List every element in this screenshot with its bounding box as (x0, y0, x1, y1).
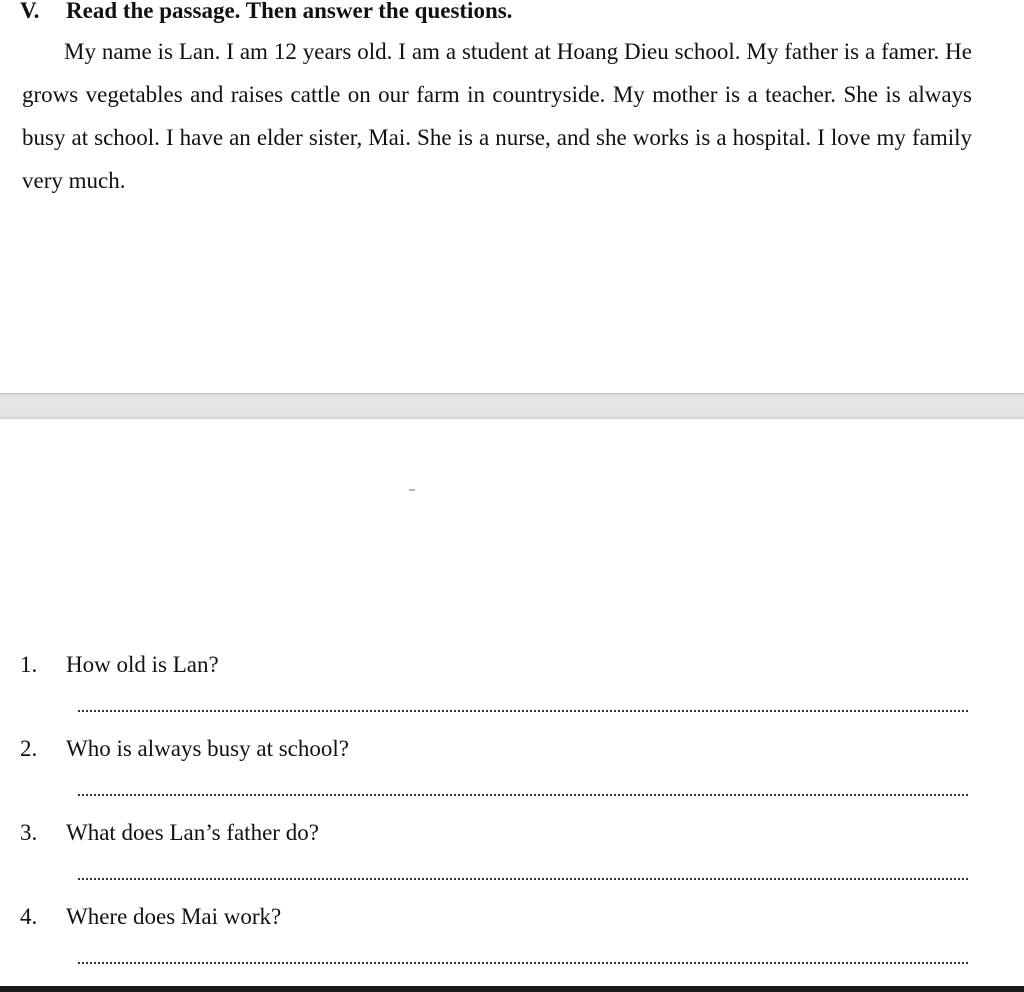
question-number: 3. (20, 820, 38, 845)
bottom-edge (0, 986, 1024, 992)
section-heading (20, 0, 512, 26)
scan-mark (409, 489, 415, 491)
answer-line-3[interactable] (78, 878, 968, 880)
section-title: Read the passage. Then answer the questions. (66, 0, 513, 23)
question-1 (20, 650, 980, 680)
page-break-divider (0, 393, 1024, 419)
question-2 (20, 734, 980, 764)
reading-passage: My name is Lan. I am 12 years old. I am a student at Hoang Dieu school. My father is a famer. He grows vegetables and raises cattle on our farm in countryside. My mother is a teacher. She is always busy at school. I have an elder sister, Mai. She is a nurse, and she works is a hospital. I love my family very much. (22, 39, 972, 193)
question-4 (20, 902, 980, 932)
answer-line-1[interactable] (78, 710, 968, 712)
answer-line-2[interactable] (78, 794, 968, 796)
answer-line-4[interactable] (78, 962, 968, 964)
question-text: Who is always busy at school? (66, 736, 349, 761)
question-text: Where does Mai work? (66, 904, 282, 929)
question-number: 4. (20, 904, 38, 929)
question-number: 1. (20, 652, 38, 677)
question-text: How old is Lan? (66, 652, 219, 677)
question-3 (20, 818, 980, 848)
section-number: V. (20, 0, 40, 23)
question-number: 2. (20, 736, 38, 761)
question-text: What does Lan’s father do? (66, 820, 319, 845)
